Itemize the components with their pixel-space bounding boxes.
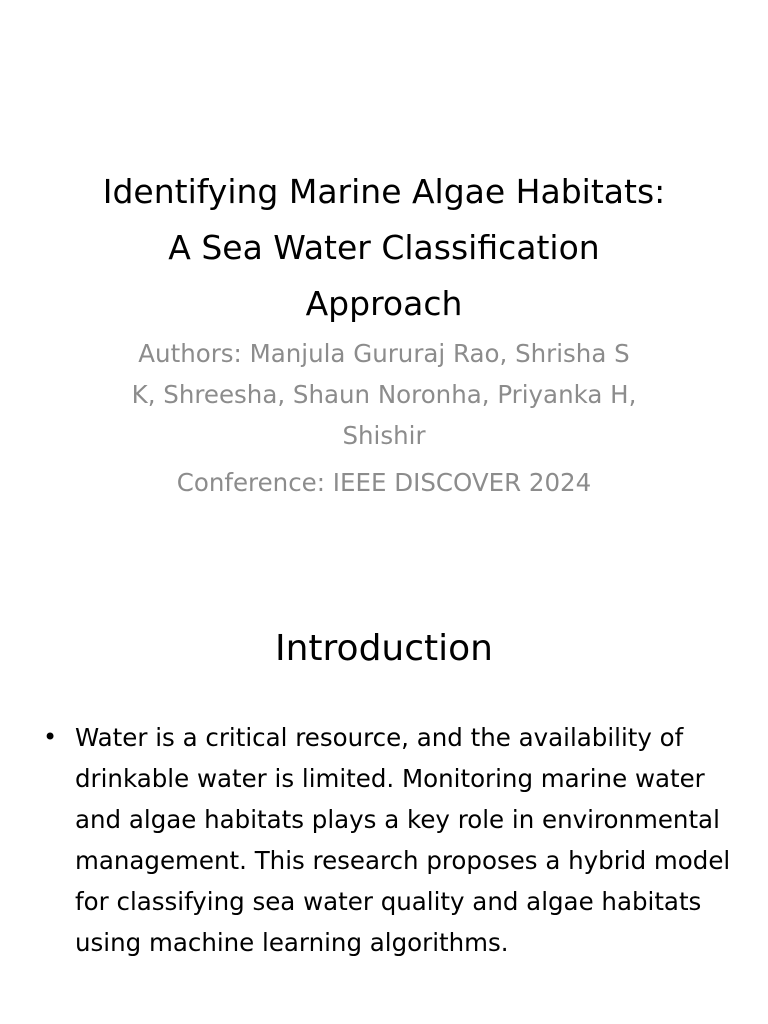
authors-line: Authors: Manjula Gururaj Rao, Shrisha S K, Shreesha, Shaun Noronha, Priyanka H, Shishir (131, 339, 637, 450)
bullet-dot-icon: • (43, 723, 58, 751)
bullet-item (40, 717, 740, 963)
bullet-list (40, 717, 740, 963)
introduction-heading: Introduction (274, 628, 493, 669)
bullet-text: Water is a critical resource, and the availability of drinkable water is limited. Monitoring marine water and algae habitats plays a key role in environmental management. This research proposes a hybrid model for classifying sea water quality and algae habitats using machine learning algorithms. (75, 723, 731, 957)
slide-title: Identifying Marine Algae Habitats: A Sea Water Classification Approach (102, 172, 666, 323)
conference-line: Conference: IEEE DISCOVER 2024 (176, 468, 592, 497)
introduction-slide (0, 576, 768, 1024)
